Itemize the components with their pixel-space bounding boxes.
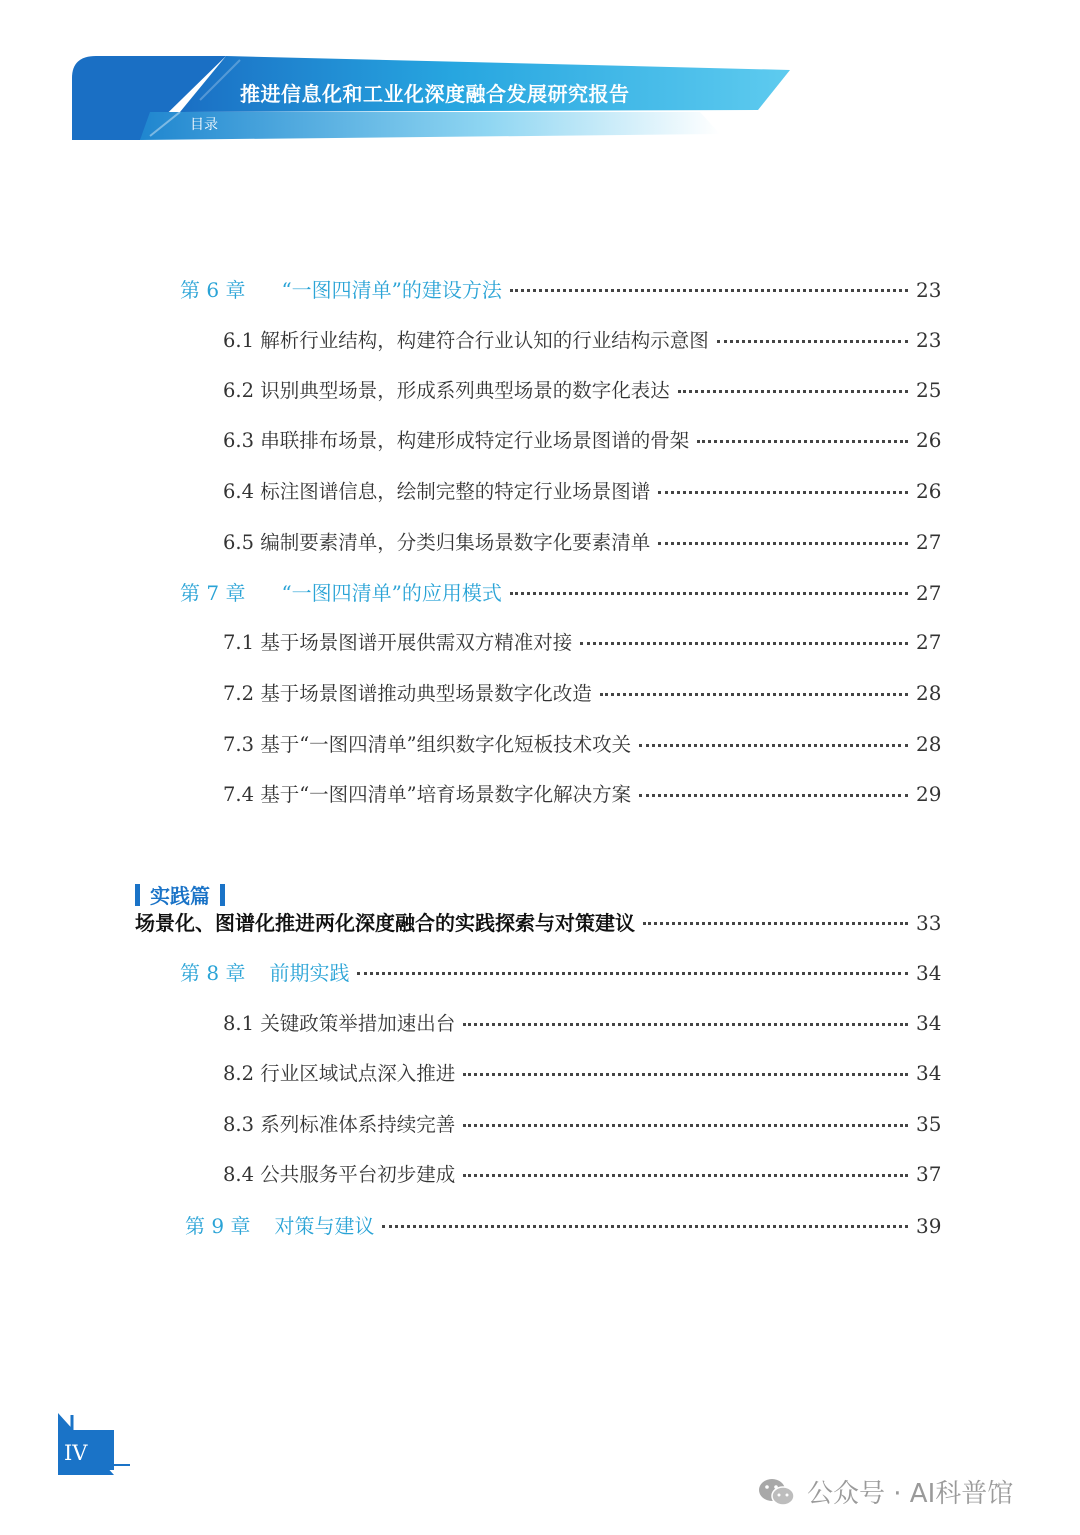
page-number: 23 [916, 328, 942, 352]
item-title: 7.1 基于场景图谱开展供需双方精准对接 [223, 631, 573, 654]
part-name: 实践篇 [150, 884, 210, 908]
dot-leader [463, 1174, 908, 1177]
page-number: 27 [916, 630, 942, 654]
watermark [757, 1473, 1013, 1510]
item-title: 8.2 行业区域试点深入推进 [223, 1062, 456, 1085]
toc-item-8-3[interactable] [223, 1109, 940, 1137]
toc-chapter-8[interactable] [180, 957, 940, 986]
toc-item-8-2[interactable] [223, 1058, 940, 1086]
chapter-title: 前期实践 [269, 961, 350, 985]
toc-chapter-9[interactable] [185, 1210, 940, 1239]
dot-leader [717, 340, 908, 343]
item-title: 8.4 公共服务平台初步建成 [223, 1163, 456, 1186]
page-number: 39 [916, 1214, 942, 1238]
item-title: 6.4 标注图谱信息，绘制完整的特定行业场景图谱 [223, 480, 651, 503]
dot-leader [580, 642, 908, 645]
toc-item-6-4[interactable] [223, 476, 940, 504]
toc-item-6-3[interactable] [223, 425, 940, 453]
toc-item-7-2[interactable] [223, 678, 940, 706]
item-title: 8.3 系列标准体系持续完善 [223, 1113, 456, 1136]
page-number: 33 [916, 911, 942, 935]
page-number: 34 [916, 1061, 942, 1085]
dot-leader [510, 592, 908, 595]
page-corner-graphic [0, 1395, 140, 1485]
dot-leader [382, 1225, 908, 1228]
dot-leader [463, 1124, 908, 1127]
toc-item-8-4[interactable] [223, 1159, 940, 1187]
page-number: 28 [916, 681, 942, 705]
dot-leader [678, 390, 908, 393]
toc-item-7-3[interactable] [223, 729, 940, 757]
wechat-icon [757, 1476, 797, 1508]
part-bar-left [135, 884, 140, 906]
section-tag: 目录 [190, 117, 218, 133]
item-title: 6.1 解析行业结构，构建符合行业认知的行业结构示意图 [223, 329, 709, 352]
page-number: 28 [916, 732, 942, 756]
page-number: 25 [916, 378, 942, 402]
document-title: 推进信息化和工业化深度融合发展研究报告 [240, 82, 630, 106]
page-number: 35 [916, 1112, 942, 1136]
dot-leader [600, 693, 908, 696]
chapter-number: 第 6 章 [180, 278, 246, 302]
dot-leader [658, 542, 908, 545]
item-title: 7.2 基于场景图谱推动典型场景数字化改造 [223, 682, 592, 705]
chapter-number: 第 8 章 [180, 961, 246, 985]
dot-leader [463, 1073, 908, 1076]
watermark-text: 公众号 · AI科普馆 [807, 1479, 1014, 1509]
toc-chapter-7[interactable] [180, 577, 940, 606]
chapter-number: 第 9 章 [185, 1214, 251, 1238]
page-number: 23 [916, 278, 942, 302]
chapter-title: 对策与建议 [274, 1214, 375, 1238]
dot-leader [697, 440, 908, 443]
page-number: 27 [916, 581, 942, 605]
item-title: 6.5 编制要素清单，分类归集场景数字化要素清单 [223, 531, 651, 554]
toc-item-7-4[interactable] [223, 779, 940, 807]
dot-leader [357, 972, 908, 975]
toc-part-title[interactable] [135, 907, 940, 936]
chapter-title: “一图四清单”的建设方法 [281, 278, 502, 302]
chapter-title: “一图四清单”的应用模式 [281, 581, 502, 605]
page-number: 34 [916, 1011, 942, 1035]
dot-leader [463, 1023, 908, 1026]
toc-item-6-2[interactable] [223, 375, 940, 403]
dot-leader [658, 491, 908, 494]
dot-leader [639, 794, 908, 797]
page-number: 26 [916, 479, 942, 503]
item-title: 7.3 基于“一图四清单”组织数字化短板技术攻关 [223, 733, 632, 756]
page-number-footer: IV [64, 1441, 88, 1465]
toc-item-7-1[interactable] [223, 627, 940, 655]
toc-item-6-1[interactable] [223, 325, 940, 353]
part-heading [135, 880, 225, 909]
item-title: 8.1 关键政策举措加速出台 [223, 1012, 456, 1035]
dot-leader [639, 744, 908, 747]
page-number: 26 [916, 428, 942, 452]
item-title: 6.3 串联排布场景，构建形成特定行业场景图谱的骨架 [223, 429, 690, 452]
page-number: 29 [916, 782, 942, 806]
dot-leader [510, 289, 908, 292]
header-banner [0, 0, 1080, 160]
page-number: 34 [916, 961, 942, 985]
toc-item-8-1[interactable] [223, 1008, 940, 1036]
page-number: 27 [916, 530, 942, 554]
toc-chapter-6[interactable] [180, 274, 940, 303]
toc-item-6-5[interactable] [223, 527, 940, 555]
part-title: 场景化、图谱化推进两化深度融合的实践探索与对策建议 [135, 911, 635, 935]
part-bar-right [220, 884, 225, 906]
item-title: 6.2 识别典型场景，形成系列典型场景的数字化表达 [223, 379, 670, 402]
page-number: 37 [916, 1162, 942, 1186]
item-title: 7.4 基于“一图四清单”培育场景数字化解决方案 [223, 783, 632, 806]
chapter-number: 第 7 章 [180, 581, 246, 605]
dot-leader [643, 922, 908, 925]
